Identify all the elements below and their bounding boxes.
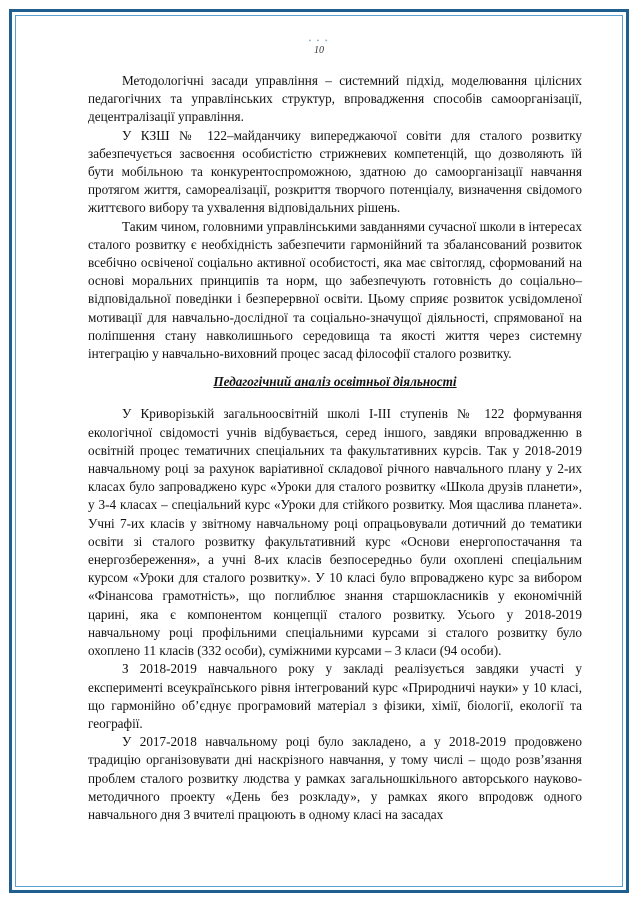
paragraph: У 2017-2018 навчальному році було закладено, а у 2018-2019 продовжено традицію організовувати дні наскрізного навчання, у тому числі – щодо розв’язання проблем сталого розвитку людства у рамках загальношкільного авторського науково-методичного проекту «День без розкладу», у рамках якого впродовж одного навчального дня 3 вчителі працюють в одному класі на засадах: [88, 734, 582, 822]
document-body: [88, 72, 582, 824]
paragraph: У Криворізькій загальноосвітній школі І-ІІІ ступенів № 122 формування екологічної свідомості учнів відбувається, серед іншого, завдяки впровадженню в освітній процес тематичних спеціальних та факультативних курсів. Так у 2018-2019 навчальному році за рахунок варіативної складової річного навчального плану у 2-их класах було запроваджено курс «Уроки для сталого розвитку «Школа друзів планети», у 3-4 класах – спеціальний курс «Уроки для стійкого розвитку. Моя щаслива планета». Учні 7-их класів у звітному навчальному році опрацьовували дотичний до тематики освіти зі сталого розвитку факультативний курс «Основи енергопостачання та енергозбереження», а учні 8-их класів безпосередньо були охоплені спеціальним курсом «Уроки для сталого розвитку». У 10 класі було впроваджено курс за вибором «Фінансова грамотність», що поглиблює знання старшокласників у економічній царині, яка є компонентом концепції сталого розвитку. Усього у 2018-2019 навчальному році профільними спеціальними курсами зі сталого розвитку було охоплено 11 класів (332 особи), суміжними курсами – 3 класи (94 особи).: [88, 406, 582, 659]
paragraph: У КЗШ № 122–майданчику випереджаючої совіти для сталого розвитку забезпечується засвоєння особистістю стрижневих компетенцій, що дозволяють їй бути мобільною та конкурентоспроможною, здатною до самоорганізації навчання протягом життя, самореалізації, розкриття творчого потенціалу, визначення свідомого життєвого вибору та ухвалення відповідальних рішень.: [88, 127, 582, 216]
decor-dots: • • •: [308, 37, 330, 45]
paragraph: З 2018-2019 навчального року у закладі реалізується завдяки участі у експерименті всеукраїнського рівня інтегрований курс «Природничі науки» у 10 класі, що гармонійно об’єднує програмовий матеріал з фізики, хімії, біології, екології та географії.: [88, 661, 582, 731]
page-header: [0, 38, 638, 56]
paragraph: Таким чином, головними управлінськими завданнями сучасної школи в інтересах сталого розвитку є необхідність забезпечити гармонійний та збалансований розвиток всебічно освіченої соціально активної особистості, яка має світогляд, сформований на основі моральних принципів та норм, що забезпечують готовність до соціально–відповідальної поведінки і безперервної освіти. Цьому сприяє розвиток усвідомленої мотивації для навчально-дослідної та соціально-значущої діяльності, спрямованої на поліпшення стану навколишнього середовища та якості життя через системну інтеграцію у навчально-виховний процес засад філософії сталого розвитку.: [88, 218, 582, 362]
section-heading: Педагогічний аналіз освітньої діяльності: [213, 374, 457, 390]
page-number: 10: [314, 45, 324, 56]
paragraph: Методологічні засади управління – системний підхід, моделювання цілісних педагогічних та управлінських структур, впровадження способів самоорганізації, децентралізації управління.: [88, 73, 582, 125]
